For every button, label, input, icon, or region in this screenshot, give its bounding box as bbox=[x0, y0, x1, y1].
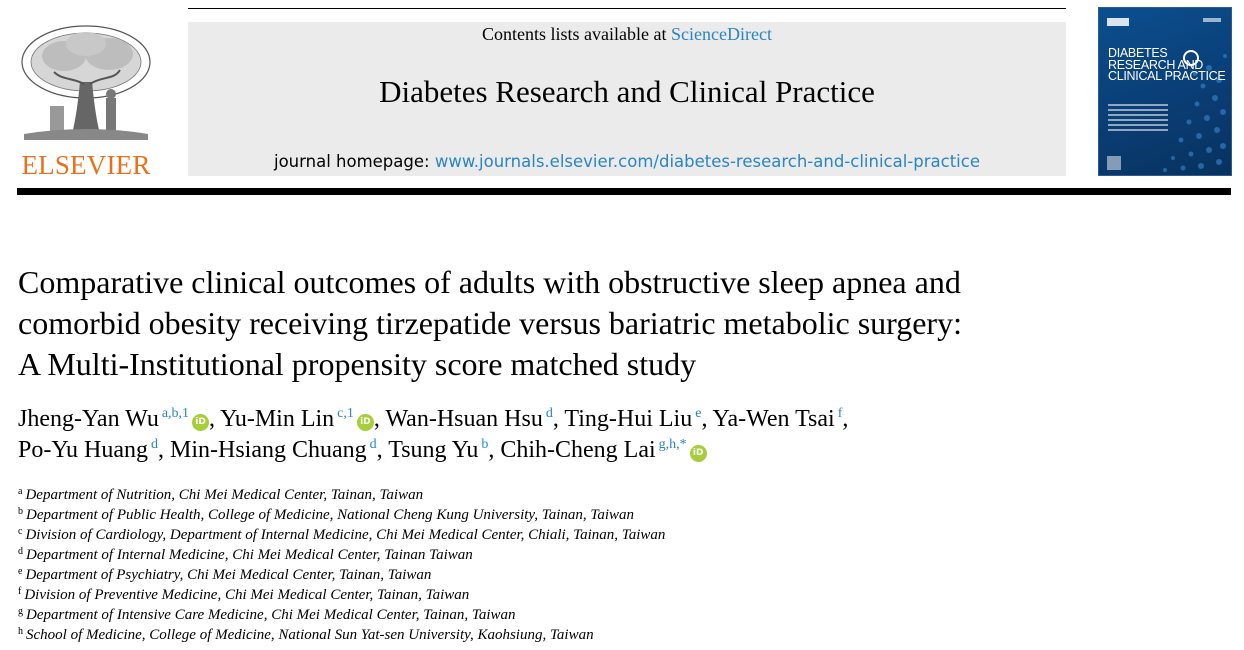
orcid-icon[interactable]: iD bbox=[690, 445, 707, 462]
affiliation-item bbox=[18, 485, 1168, 505]
homepage-link[interactable]: www.journals.elsevier.com/diabetes-research-and-clinical-practice bbox=[434, 152, 980, 171]
affiliation-text: Division of Preventive Medicine, Chi Mei Medical Center, Tainan, Taiwan bbox=[24, 587, 470, 603]
author-separator: , bbox=[209, 406, 221, 432]
author-affiliation-link[interactable]: d bbox=[151, 437, 158, 452]
author[interactable] bbox=[170, 437, 377, 463]
article-title bbox=[18, 262, 1118, 385]
author[interactable] bbox=[18, 406, 189, 432]
affiliation-text: Department of Public Health, College of Medicine, National Cheng Kung University, Tainan, Taiwan bbox=[26, 507, 635, 523]
author-line bbox=[18, 435, 1168, 466]
author[interactable] bbox=[388, 437, 488, 463]
cover-dots-pattern-icon bbox=[1099, 8, 1231, 175]
author-affiliation-link[interactable]: g,h,* bbox=[658, 437, 687, 452]
article-title-line: A Multi-Institutional propensity score matched study bbox=[18, 346, 697, 382]
author-separator: , bbox=[488, 437, 501, 463]
author-name: Wan-Hsuan Hsu bbox=[385, 406, 543, 432]
affiliation-letter: g bbox=[18, 606, 23, 617]
cover-title-line: DIABETES bbox=[1108, 46, 1168, 60]
author-separator: , bbox=[552, 406, 565, 432]
affiliation-list bbox=[18, 485, 1168, 645]
affiliation-letter: c bbox=[18, 526, 23, 537]
affiliation-letter: d bbox=[18, 546, 23, 557]
article-title-line: comorbid obesity receiving tirzepatide versus bariatric metabolic surgery: bbox=[18, 305, 962, 341]
elsevier-tree-icon bbox=[14, 22, 158, 146]
author-affiliation-link[interactable]: f bbox=[837, 406, 843, 421]
affiliation-text: Division of Cardiology, Department of Internal Medicine, Chi Mei Medical Center, Chiali, Tainan, Taiwan bbox=[25, 527, 666, 543]
affiliation-letter: h bbox=[18, 626, 23, 637]
elsevier-wordmark: ELSEVIER bbox=[21, 150, 151, 180]
author[interactable] bbox=[500, 437, 686, 463]
author[interactable] bbox=[220, 406, 354, 432]
homepage-line bbox=[188, 152, 1066, 171]
author-name: Yu-Min Lin bbox=[220, 406, 335, 432]
sciencedirect-link[interactable]: ScienceDirect bbox=[671, 24, 772, 44]
contents-prefix: Contents lists available at bbox=[482, 24, 671, 44]
affiliation-letter: a bbox=[18, 486, 23, 497]
affiliation-letter: b bbox=[18, 506, 23, 517]
journal-banner bbox=[188, 22, 1066, 176]
article-title-line: Comparative clinical outcomes of adults with obstructive sleep apnea and bbox=[18, 264, 961, 300]
affiliation-text: Department of Intensive Care Medicine, Chi Mei Medical Center, Tainan, Taiwan bbox=[26, 607, 516, 623]
affiliation-text: School of Medicine, College of Medicine, National Sun Yat-sen University, Kaohsiung, Taiwan bbox=[26, 627, 594, 643]
cover-ring-icon bbox=[1183, 50, 1199, 66]
journal-cover[interactable] bbox=[1099, 8, 1231, 175]
affiliation-text: Department of Psychiatry, Chi Mei Medical Center, Tainan, Taiwan bbox=[25, 567, 432, 583]
author-list bbox=[18, 404, 1168, 466]
author-name: Ya-Wen Tsai bbox=[712, 406, 835, 432]
cover-text-lines bbox=[1108, 104, 1168, 134]
affiliation-item bbox=[18, 605, 1168, 625]
author[interactable] bbox=[18, 437, 158, 463]
affiliation-letter: e bbox=[18, 566, 23, 577]
affiliation-text: Department of Internal Medicine, Chi Mei Medical Center, Tainan Taiwan bbox=[26, 547, 473, 563]
author-line bbox=[18, 404, 1168, 435]
author-affiliation-link[interactable]: c,1 bbox=[337, 406, 354, 421]
affiliation-text: Department of Nutrition, Chi Mei Medical Center, Tainan, Taiwan bbox=[25, 487, 424, 503]
author-name: Tsung Yu bbox=[388, 437, 479, 463]
author-affiliation-link[interactable]: d bbox=[369, 437, 377, 452]
author-name: Min-Hsiang Chuang bbox=[170, 437, 367, 463]
affiliation-item bbox=[18, 585, 1168, 605]
author-name: Po-Yu Huang bbox=[18, 437, 148, 463]
author-separator: , bbox=[373, 406, 386, 432]
author[interactable] bbox=[385, 406, 552, 432]
cover-title-line: CLINICAL PRACTICE bbox=[1108, 69, 1226, 83]
homepage-prefix: journal homepage: bbox=[274, 152, 435, 171]
affiliation-item bbox=[18, 505, 1168, 525]
author-affiliation-link[interactable]: e bbox=[695, 406, 702, 421]
author-separator: , bbox=[842, 406, 849, 432]
header-top-rule bbox=[188, 8, 1066, 9]
contents-line bbox=[188, 24, 1066, 45]
author[interactable] bbox=[713, 406, 843, 432]
header-divider bbox=[17, 188, 1231, 195]
author-separator: , bbox=[158, 437, 170, 463]
cover-title bbox=[1108, 48, 1225, 83]
journal-title[interactable]: Diabetes Research and Clinical Practice bbox=[379, 74, 875, 109]
affiliation-item bbox=[18, 525, 1168, 545]
author-affiliation-link[interactable]: a,b,1 bbox=[161, 406, 190, 421]
author[interactable] bbox=[564, 406, 701, 432]
orcid-icon[interactable]: iD bbox=[357, 414, 374, 431]
elsevier-logo[interactable] bbox=[14, 22, 158, 180]
author-affiliation-link[interactable]: b bbox=[481, 437, 489, 452]
affiliation-item bbox=[18, 625, 1168, 645]
author-name: Ting-Hui Liu bbox=[564, 406, 693, 432]
author-affiliation-link[interactable]: d bbox=[545, 406, 553, 421]
author-name: Chih-Cheng Lai bbox=[500, 437, 656, 463]
affiliation-item bbox=[18, 565, 1168, 585]
author-name: Jheng-Yan Wu bbox=[18, 406, 159, 432]
affiliation-item bbox=[18, 545, 1168, 565]
author-separator: , bbox=[376, 437, 389, 463]
cover-title-line: RESEARCH AND bbox=[1108, 57, 1204, 72]
orcid-icon[interactable]: iD bbox=[192, 414, 209, 431]
author-separator: , bbox=[701, 406, 713, 432]
affiliation-letter: f bbox=[18, 586, 22, 597]
